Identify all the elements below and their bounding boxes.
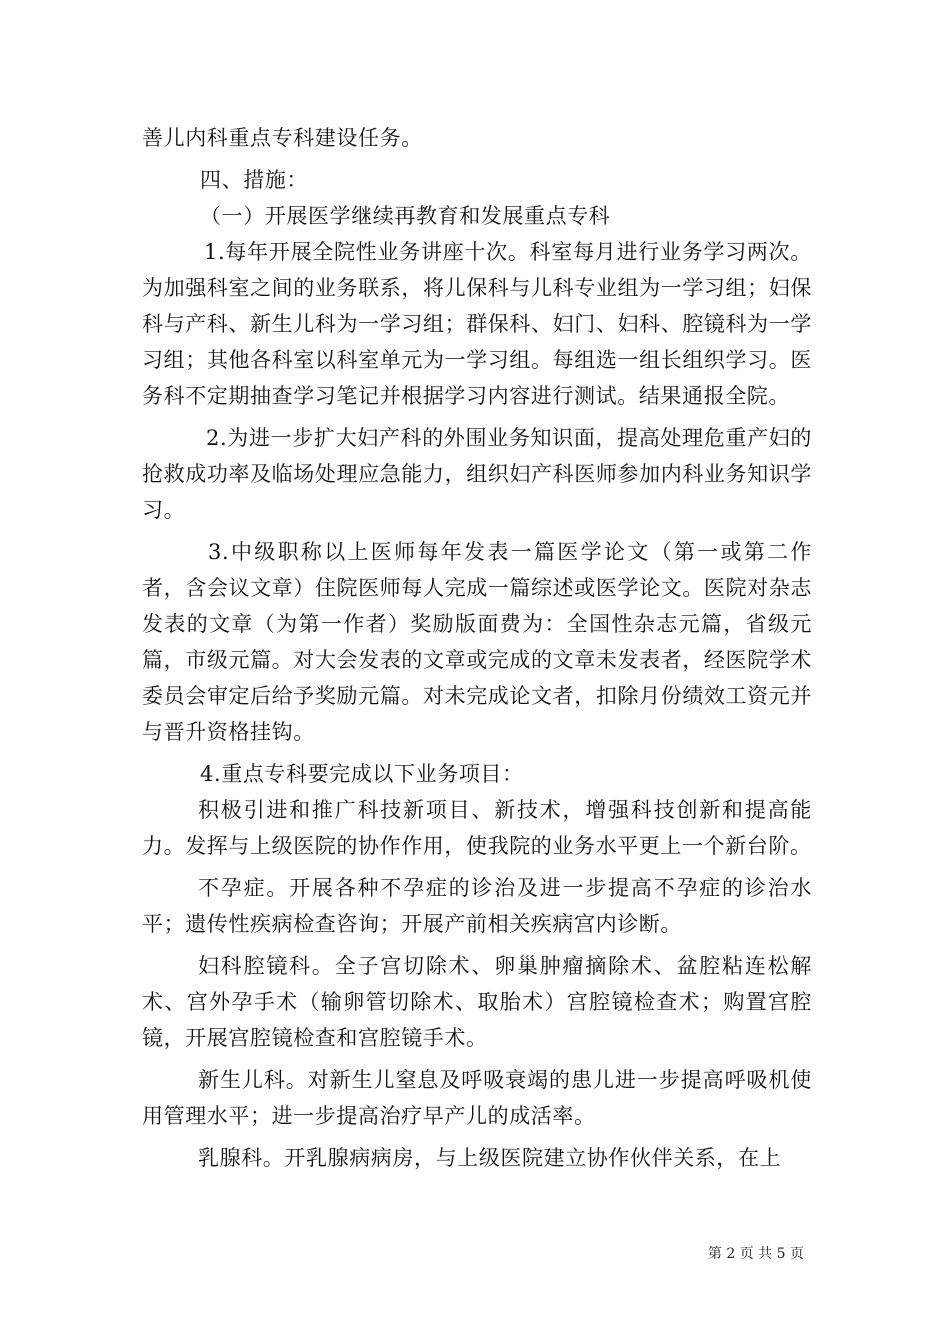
section-heading-measures: 四、措施： xyxy=(200,168,308,192)
paragraph-neonatal: 新生儿科。对新生儿窒息及呼吸衰竭的患儿进一步提高呼吸机使用管理水平；进一步提高治疗早产儿的成活率。 xyxy=(142,1068,812,1128)
paragraph-item-4: 4.重点专科要完成以下业务项目： xyxy=(200,762,524,786)
paragraph-gyn-laparoscopy: 妇科腔镜科。全子宫切除术、卵巢肿瘤摘除术、盆腔粘连松解术、宫外孕手术（输卵管切除术、取胎术）宫腔镜检查术；购置宫腔镜，开展宫腔镜检查和宫腔镜手术。 xyxy=(142,954,812,1050)
paragraph-continuation: 善儿内科重点专科建设任务。 xyxy=(142,126,423,150)
page-number-footer: 第 2 页 共 5 页 xyxy=(707,1246,804,1262)
paragraph-breast: 乳腺科。开乳腺病病房，与上级医院建立协作伙伴关系，在上 xyxy=(198,1146,782,1170)
paragraph-innovation: 积极引进和推广科技新项目、新技术，增强科技创新和提高能力。发挥与上级医院的协作作用，使我院的业务水平更上一个新台阶。 xyxy=(142,798,812,858)
paragraph-infertility: 不孕症。开展各种不孕症的诊治及进一步提高不孕症的诊治水平；遗传性疾病检查咨询；开展产前相关疾病宫内诊断。 xyxy=(142,876,812,936)
paragraph-item-1: 1.每年开展全院性业务讲座十次。科室每月进行业务学习两次。为加强科室之间的业务联系，将儿保科与儿科专业组为一学习组；妇保科与产科、新生儿科为一学习组；群保科、妇门、妇科、腔镜科为一学习组；其他各科室以科室单元为一学习组。每组选一组长组织学习。医务科不定期抽查学习笔记并根据学习内容进行测试。结果通报全院。 xyxy=(142,240,812,408)
paragraph-item-2: 2.为进一步扩大妇产科的外围业务知识面，提高处理危重产妇的抢救成功率及临场处理应急能力，组织妇产科医师参加内科业务知识学习。 xyxy=(142,426,812,522)
subsection-heading-education: （一）开展医学继续再教育和发展重点专科 xyxy=(200,204,611,228)
document-body xyxy=(142,120,812,1176)
paragraph-item-3: 3.中级职称以上医师每年发表一篇医学论文（第一或第二作者，含会议文章）住院医师每人完成一篇综述或医学论文。医院对杂志发表的文章（为第一作者）奖励版面费为：全国性杂志元篇，省级元篇，市级元篇。对大会发表的文章或完成的文章未发表者，经医院学术委员会审定后给予奖励元篇。对未完成论文者，扣除月份绩效工资元并与晋升资格挂钩。 xyxy=(142,540,812,744)
